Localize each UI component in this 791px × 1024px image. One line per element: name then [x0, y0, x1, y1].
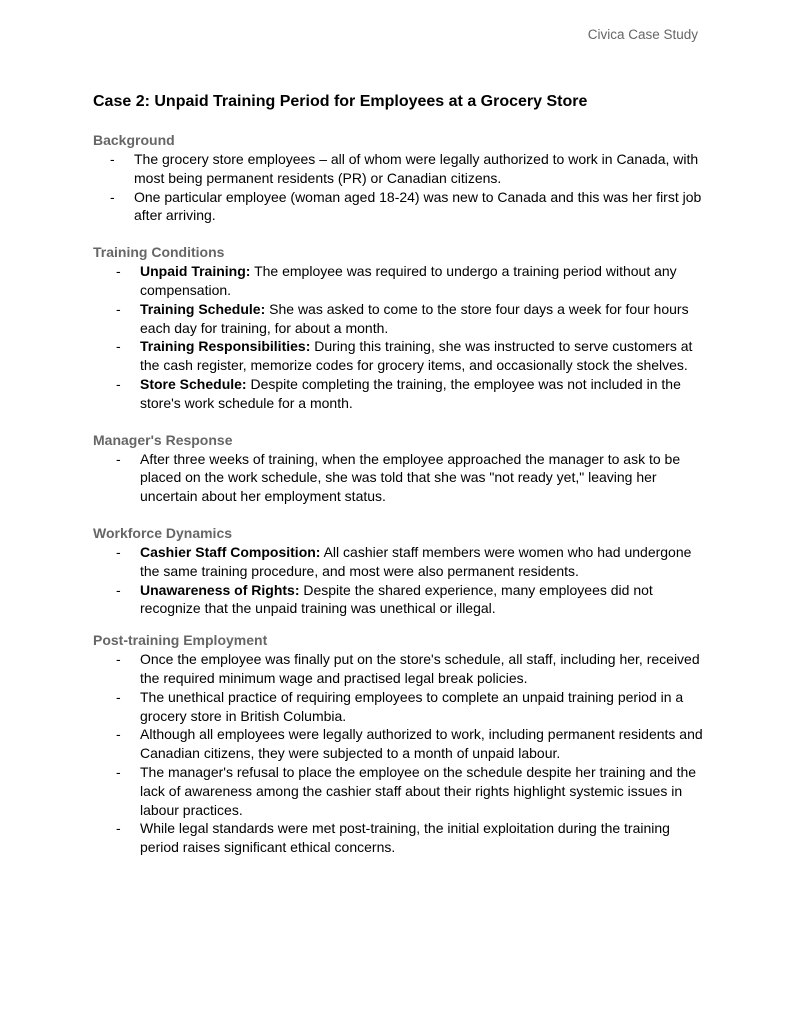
- list-item-term: Cashier Staff Composition:: [140, 543, 321, 560]
- dash-bullet-icon: -: [116, 263, 121, 280]
- section-heading: Manager's Response: [93, 431, 233, 448]
- dash-bullet-icon: -: [116, 375, 121, 392]
- list-item-text: One particular employee (woman aged 18-24) was new to Canada and this was her first job after arriving.: [134, 188, 702, 224]
- list-item: [93, 688, 703, 726]
- bullet-list: [93, 543, 703, 618]
- document-body: [93, 92, 703, 875]
- list-item-text: Despite the shared experience, many employees did not recognize that the unpaid training was unethical or illegal.: [140, 581, 653, 617]
- section-heading: Background: [93, 132, 175, 148]
- dash-bullet-icon: -: [116, 543, 121, 560]
- list-item: [93, 188, 703, 226]
- section-heading: Post-training Employment: [93, 632, 268, 649]
- section-post-training-employment: [93, 631, 703, 857]
- list-item-term: Training Schedule:: [140, 300, 266, 317]
- bullet-list: [93, 450, 703, 506]
- dash-bullet-icon: -: [110, 151, 115, 167]
- list-item-term: Training Responsibilities:: [140, 338, 311, 355]
- list-item-text: The grocery store employees – all of whom were legally authorized to work in Canada, with most being permanent residents (PR) or Canadian citizens.: [134, 151, 699, 186]
- dash-bullet-icon: -: [116, 581, 121, 598]
- list-item-text: All cashier staff members were women who had undergone the same training procedure, and most were also permanent residents.: [140, 543, 692, 579]
- list-item: [93, 581, 703, 619]
- dash-bullet-icon: -: [110, 188, 115, 205]
- list-item-text: Once the employee was finally put on the store's schedule, all staff, including her, received the required minimum wage and practised legal break policies.: [140, 651, 700, 686]
- list-item: [93, 819, 703, 857]
- dash-bullet-icon: -: [116, 763, 121, 780]
- section-training-conditions: [93, 243, 703, 412]
- dash-bullet-icon: -: [116, 450, 121, 467]
- dash-bullet-icon: -: [116, 300, 121, 317]
- list-item: [93, 337, 703, 375]
- list-item: [93, 300, 703, 338]
- list-item: [93, 763, 703, 819]
- section-heading: Workforce Dynamics: [93, 524, 233, 541]
- dash-bullet-icon: -: [116, 338, 121, 355]
- section-background: [93, 131, 703, 225]
- list-item: [93, 543, 703, 581]
- bullet-list: [93, 262, 703, 412]
- section-managers-response: [93, 431, 703, 506]
- list-item: [93, 650, 703, 688]
- list-item: [93, 450, 703, 506]
- list-item-text: After three weeks of training, when the employee approached the manager to ask to be placed on the work schedule, she was told that she was "not ready yet," leaving her uncertain about her employment status.: [140, 450, 681, 505]
- list-item: [93, 150, 703, 188]
- list-item-text: Despite completing the training, the employee was not included in the store's work schedule for a month.: [140, 375, 681, 411]
- list-item-term: Unawareness of Rights:: [140, 581, 300, 598]
- list-item-text: She was asked to come to the store four days a week for four hours each day for training, for about a month.: [140, 300, 689, 336]
- list-item-text: The employee was required to undergo a training period without any compensation.: [140, 263, 677, 298]
- page-header-label: Civica Case Study: [587, 27, 698, 42]
- section-heading: Training Conditions: [93, 244, 225, 261]
- list-item: [93, 262, 703, 300]
- dash-bullet-icon: -: [116, 726, 121, 743]
- list-item-term: Store Schedule:: [140, 375, 247, 392]
- list-item-text: During this training, she was instructed to serve customers at the cash register, memorize codes for grocery items, and occasionally stock the shelves.: [140, 338, 693, 374]
- dash-bullet-icon: -: [116, 820, 121, 837]
- document-title: Case 2: Unpaid Training Period for Employees at a Grocery Store: [93, 93, 588, 110]
- list-item: [93, 375, 703, 413]
- list-item: [93, 725, 703, 763]
- bullet-list: [93, 150, 703, 225]
- list-item-text: The unethical practice of requiring employees to complete an unpaid training period in a grocery store in British Columbia.: [140, 688, 684, 724]
- list-item-text: The manager's refusal to place the employee on the schedule despite her training and the lack of awareness among the cashier staff about their rights highlight systemic issues in labour practices.: [140, 763, 697, 818]
- list-item-text: While legal standards were met post-training, the initial exploitation during the training period raises significant ethical concerns.: [140, 820, 670, 856]
- section-workforce-dynamics: [93, 524, 703, 618]
- dash-bullet-icon: -: [116, 651, 121, 668]
- list-item-text: Although all employees were legally authorized to work, including permanent residents and Canadian citizens, they were subjected to a month of unpaid labour.: [140, 726, 703, 762]
- list-item-term: Unpaid Training:: [140, 263, 251, 280]
- bullet-list: [93, 650, 703, 857]
- dash-bullet-icon: -: [116, 688, 121, 705]
